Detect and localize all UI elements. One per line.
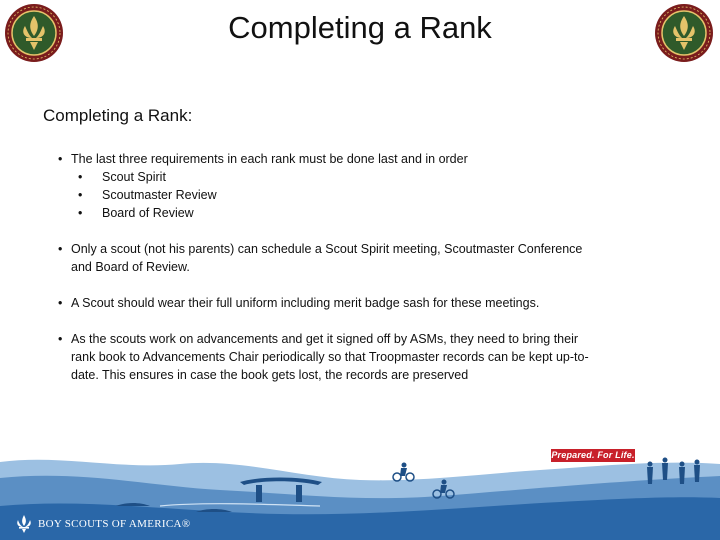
bsa-brand-text: BOY SCOUTS OF AMERICA® (38, 518, 191, 530)
troop-emblem-left-icon (4, 2, 64, 64)
bullet-item (58, 240, 658, 276)
sub-bullet-item: • Board of Review (58, 204, 658, 222)
bullet-list (58, 150, 658, 384)
slide-title: Completing a Rank (228, 10, 492, 45)
bullet-line: • Only a scout (not his parents) can schedule a Scout Spirit meeting, Scoutmaster Conference (71, 242, 583, 256)
fleur-de-lis-icon (14, 514, 34, 534)
sub-bullet-item: • Scout Spirit (58, 168, 658, 186)
bullet-item: • A Scout should wear their full uniform including merit badge sash for these meetings. (58, 294, 658, 312)
slide-subheading: Completing a Rank: (43, 106, 193, 125)
bullet-line: rank book to Advancements Chair periodically so that Troopmaster records can be kept up-to- (71, 350, 589, 364)
troop-emblem-right-icon (654, 2, 714, 64)
sub-bullet-item: • Scoutmaster Review (58, 186, 658, 204)
prepared-for-life-tagline: Prepared. For Life. (551, 450, 635, 460)
bullet-line: and Board of Review. (71, 260, 190, 274)
bullet-line: • As the scouts work on advancements and get it signed off by ASMs, they need to bring their (71, 332, 579, 346)
bullet-line: date. This ensures in case the book gets lost, the records are preserved (71, 368, 469, 382)
bullet-item (58, 330, 658, 384)
bullet-item: • The last three requirements in each rank must be done last and in order (58, 150, 658, 168)
bsa-brand (14, 514, 190, 534)
